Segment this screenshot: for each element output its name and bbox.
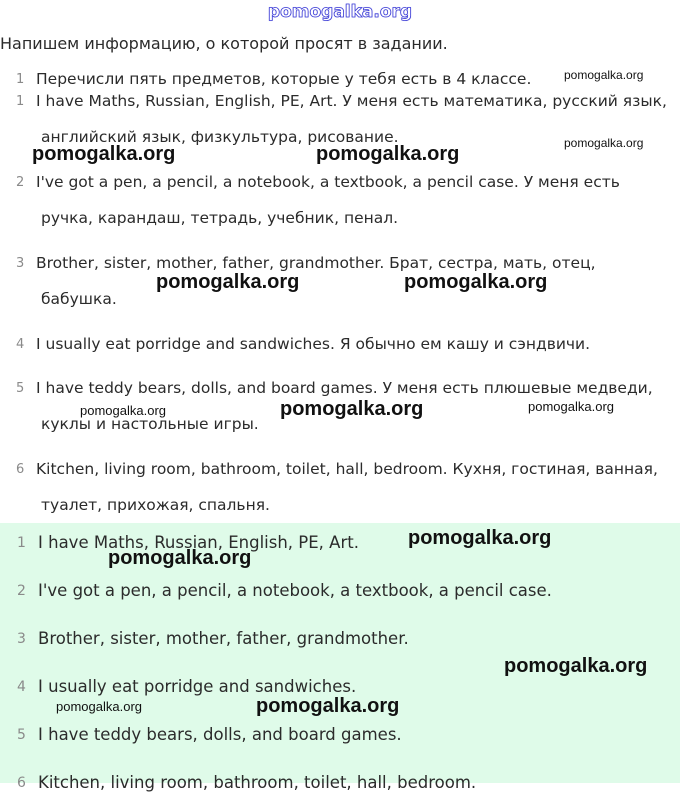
- answer-number: 6: [16, 462, 25, 477]
- answer-number: 2: [16, 175, 25, 190]
- english-answer-text: I have Maths, Russian, English, PE, Art.: [38, 533, 359, 552]
- english-answers-panel: [0, 523, 680, 792]
- task-number: 1: [16, 72, 25, 87]
- answer-line: I have teddy bears, dolls, and board games. У меня есть плюшевые медведи,: [36, 379, 653, 397]
- watermark: pomogalka.org: [404, 271, 548, 293]
- watermark: pomogalka.org: [316, 143, 460, 165]
- answer-line: I have Maths, Russian, English, PE, Art. У меня есть математика, русский язык,: [36, 92, 667, 110]
- answer-line: Kitchen, living room, bathroom, toilet, hall, bedroom. Кухня, гостиная, ванная,: [36, 460, 658, 478]
- answer-number: 3: [16, 256, 25, 271]
- answer-translation-line: куклы и настольные игры.: [41, 415, 259, 433]
- answer-translation-line: ручка, карандаш, тетрадь, учебник, пенал.: [41, 209, 399, 227]
- english-answer-text: I've got a pen, a pencil, a notebook, a textbook, a pencil case.: [38, 581, 552, 600]
- watermark: pomogalka.org: [408, 527, 552, 549]
- answer-number: 1: [16, 94, 25, 109]
- watermark: pomogalka.org: [80, 403, 166, 418]
- answer-number: 4: [16, 337, 25, 352]
- intro-text: Напишем информацию, о которой просят в задании.: [0, 34, 448, 53]
- english-answer-number: 6: [17, 775, 26, 791]
- watermark: pomogalka.org: [504, 655, 648, 677]
- english-answer-number: 5: [17, 727, 26, 743]
- english-answer-number: 2: [17, 583, 26, 599]
- english-answer-text: I usually eat porridge and sandwiches.: [38, 677, 357, 696]
- answer-line: I've got a pen, a pencil, a notebook, a textbook, a pencil case. У меня есть: [36, 173, 620, 191]
- site-logo[interactable]: pomogalka.org: [267, 2, 413, 22]
- answer-translation-line: бабушка.: [41, 290, 117, 308]
- english-answer-text: Brother, sister, mother, father, grandmother.: [38, 629, 409, 648]
- watermark: pomogalka.org: [156, 271, 300, 293]
- watermark: pomogalka.org: [256, 695, 400, 717]
- task-text: Перечисли пять предметов, которые у тебя есть в 4 классе.: [36, 70, 532, 88]
- watermark: pomogalka.org: [56, 699, 142, 714]
- answer-translation-line: туалет, прихожая, спальня.: [41, 496, 270, 514]
- answer-number: 5: [16, 381, 25, 396]
- answer-line: Brother, sister, mother, father, grandmother. Брат, сестра, мать, отец,: [36, 254, 596, 272]
- watermark: pomogalka.org: [32, 143, 176, 165]
- english-answer-number: 4: [17, 679, 26, 695]
- english-answer-number: 3: [17, 631, 26, 647]
- watermark: pomogalka.org: [564, 136, 644, 150]
- english-answer-text: Kitchen, living room, bathroom, toilet, hall, bedroom.: [38, 773, 477, 792]
- watermark: pomogalka.org: [564, 68, 644, 82]
- watermark: pomogalka.org: [528, 399, 614, 414]
- english-answer-number: 1: [17, 535, 26, 551]
- watermark: pomogalka.org: [280, 398, 424, 420]
- english-answer-text: I have teddy bears, dolls, and board games.: [38, 725, 402, 744]
- answer-translation-line: английский язык, физкультура, рисование.: [41, 128, 399, 146]
- answer-line: I usually eat porridge and sandwiches. Я обычно ем кашу и сэндвичи.: [36, 335, 591, 353]
- watermark: pomogalka.org: [108, 547, 252, 569]
